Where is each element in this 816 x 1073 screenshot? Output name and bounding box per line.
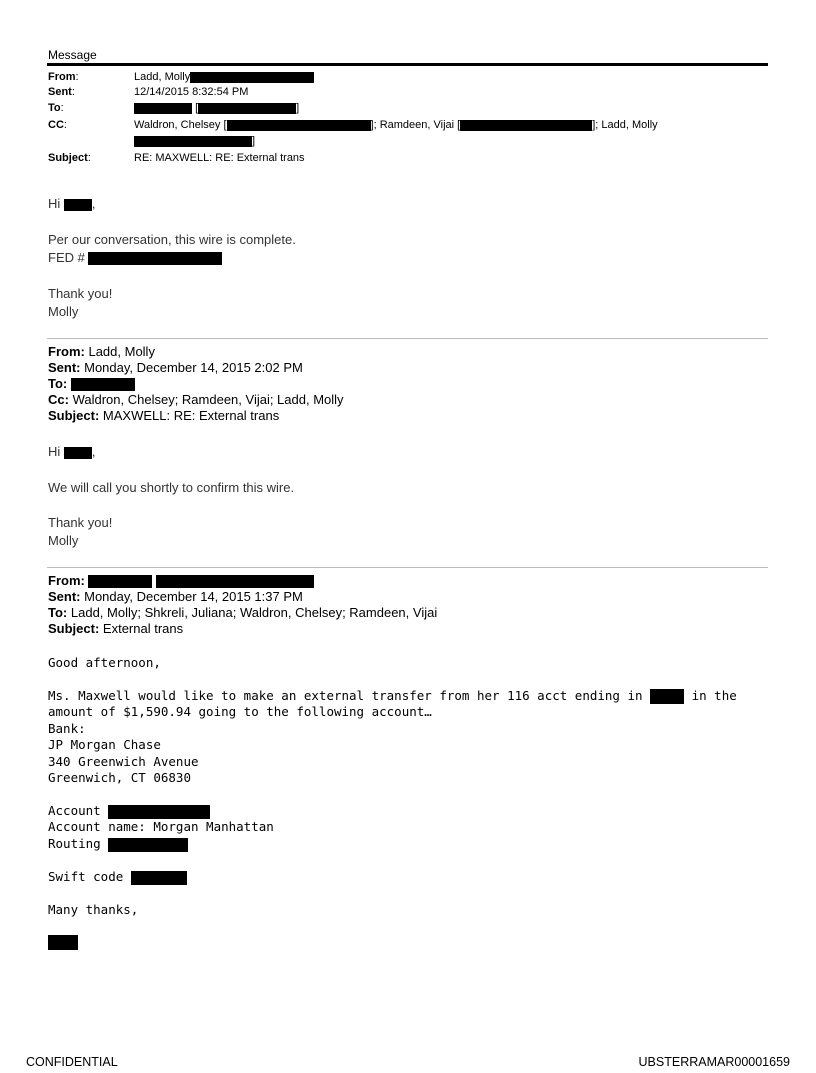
header-subject-value: RE: MAXWELL: RE: External trans bbox=[134, 152, 305, 164]
header-cc-value-2: ]; Ramdeen, Vijai [ bbox=[370, 119, 461, 131]
redaction-box bbox=[198, 103, 296, 114]
header-to-value: [ bbox=[195, 102, 199, 114]
email3-swift-line: Swift code bbox=[48, 869, 187, 886]
reply1-signature: Molly bbox=[48, 304, 79, 319]
email3-para-line2: amount of $1,590.94 going to the following account… bbox=[48, 704, 432, 719]
email3-bank-address-2: Greenwich, CT 06830 bbox=[48, 770, 191, 785]
email2-cc: Cc: Waldron, Chelsey; Ramdeen, Vijai; Ladd, Molly bbox=[48, 392, 344, 407]
email2-greeting: Hi , bbox=[48, 444, 96, 459]
email2-thanks: Thank you! bbox=[48, 515, 113, 530]
redaction-box bbox=[64, 199, 92, 211]
footer-confidential: CONFIDENTIAL bbox=[26, 1055, 118, 1069]
email3-closing: Many thanks, bbox=[48, 902, 139, 917]
redaction-box bbox=[131, 871, 187, 885]
email3-account-name: Account name: Morgan Manhattan bbox=[48, 819, 274, 834]
email2-from: From: Ladd, Molly bbox=[48, 344, 155, 359]
redaction-box bbox=[88, 575, 152, 588]
redaction-box bbox=[64, 447, 92, 459]
header-cc-value-4: ] bbox=[252, 135, 256, 147]
email3-sent: Sent: Monday, December 14, 2015 1:37 PM bbox=[48, 589, 303, 604]
email2-to: To: bbox=[48, 376, 135, 392]
redaction-box bbox=[71, 378, 135, 391]
header-cc-value: Waldron, Chelsey [ bbox=[134, 119, 227, 131]
email3-routing-line: Routing bbox=[48, 836, 188, 853]
header-to-key: To: bbox=[48, 102, 64, 114]
redaction-box bbox=[227, 120, 371, 131]
header-cc-value-3: ]; Ladd, Molly bbox=[592, 119, 658, 131]
email3-from: From: bbox=[48, 573, 314, 589]
redaction-box-signature bbox=[48, 935, 78, 950]
email3-para-line1: Ms. Maxwell would like to make an external transfer from her 116 acct ending in in the bbox=[48, 688, 737, 703]
email2-sent: Sent: Monday, December 14, 2015 2:02 PM bbox=[48, 360, 303, 375]
header-from-key: From: bbox=[48, 71, 79, 83]
redaction-box bbox=[108, 805, 210, 819]
reply1-line1: Per our conversation, this wire is complete. bbox=[48, 232, 296, 247]
email3-bank-label: Bank: bbox=[48, 721, 86, 736]
email2-line1: We will call you shortly to confirm this wire. bbox=[48, 480, 295, 495]
separator-line bbox=[47, 567, 768, 568]
email3-bank-address-1: 340 Greenwich Avenue bbox=[48, 754, 199, 769]
redaction-box bbox=[190, 72, 314, 83]
header-sent-value: 12/14/2015 8:32:54 PM bbox=[134, 86, 249, 98]
redaction-box bbox=[134, 136, 252, 147]
redaction-box bbox=[134, 103, 192, 114]
email3-to: To: Ladd, Molly; Shkreli, Juliana; Waldron, Chelsey; Ramdeen, Vijai bbox=[48, 605, 438, 620]
reply1-thanks: Thank you! bbox=[48, 286, 113, 301]
email3-greeting: Good afternoon, bbox=[48, 655, 161, 670]
message-label: Message bbox=[48, 48, 97, 62]
header-from-value: Ladd, Molly bbox=[134, 71, 191, 83]
header-subject-key: Subject: bbox=[48, 152, 91, 164]
reply1-fed-line: FED # bbox=[48, 249, 222, 267]
email2-subject: Subject: MAXWELL: RE: External trans bbox=[48, 408, 280, 423]
header-cc-key: CC: bbox=[48, 119, 67, 131]
email3-account-line: Account bbox=[48, 803, 210, 820]
reply1-greeting: Hi , bbox=[48, 196, 96, 211]
email3-bank-name: JP Morgan Chase bbox=[48, 737, 161, 752]
header-to-value-end: ] bbox=[296, 102, 300, 114]
footer-bates-number: UBSTERRAMAR00001659 bbox=[638, 1055, 790, 1069]
redaction-box bbox=[108, 838, 188, 852]
redaction-box bbox=[650, 689, 684, 704]
separator-line bbox=[47, 338, 768, 339]
email2-signature: Molly bbox=[48, 533, 79, 548]
email3-subject: Subject: External trans bbox=[48, 621, 184, 636]
header-rule bbox=[47, 63, 768, 66]
redaction-box bbox=[460, 120, 592, 131]
redaction-box bbox=[156, 575, 314, 588]
header-sent-key: Sent: bbox=[48, 86, 75, 98]
redaction-box bbox=[88, 252, 222, 265]
